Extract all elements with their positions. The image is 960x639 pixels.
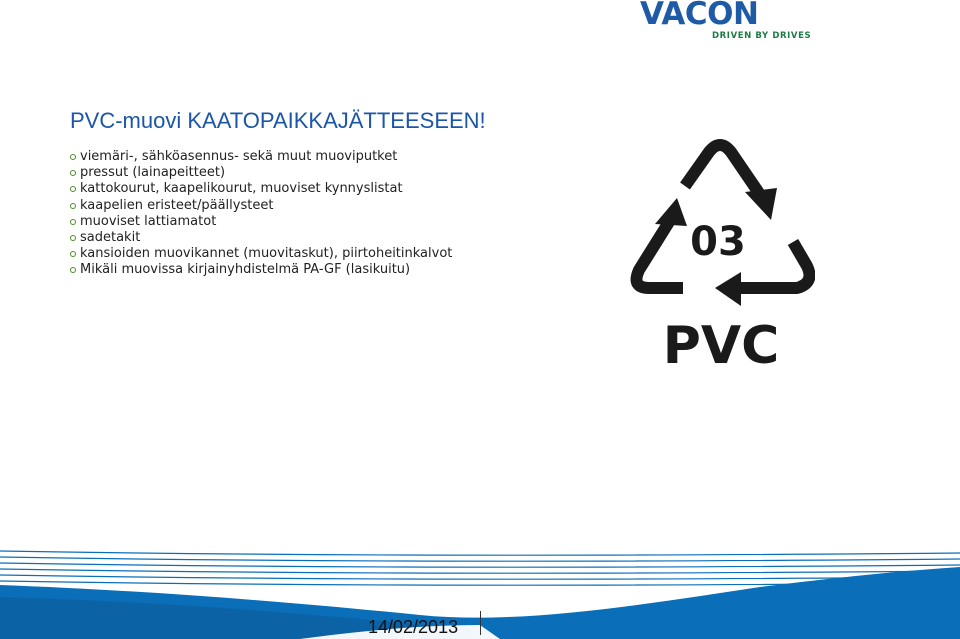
list-item — [70, 246, 452, 262]
bullet-icon — [70, 267, 76, 273]
bullet-icon — [70, 235, 76, 241]
list-item — [70, 230, 452, 246]
bullet-icon — [70, 251, 76, 257]
footer-date: 14/02/2013 — [368, 617, 459, 637]
list-item-text: sadetakit — [80, 229, 141, 245]
footer-divider — [480, 611, 481, 635]
bullet-icon — [70, 170, 76, 176]
list-item-text: kattokourut, kaapelikourut, muoviset kynnyslistat — [80, 181, 403, 197]
list-item-text: viemäri-, sähköasennus- sekä muut muoviputket — [80, 149, 398, 164]
list-item — [70, 165, 452, 181]
bullet-icon — [70, 203, 76, 209]
list-item — [70, 198, 452, 214]
footer-wave-lines — [0, 551, 960, 585]
list-item-text: pressut (lainapeitteet) — [80, 165, 226, 181]
list-item — [70, 181, 452, 197]
bullet-list — [70, 149, 452, 279]
list-item-text: kansioiden muovikannet (muovitaskut), piirtoheitinkalvot — [80, 246, 453, 262]
slide-title: PVC-muovi KAATOPAIKKAJÄTTEESEEN! — [70, 108, 486, 133]
logo-tagline: DRIVEN BY DRIVES — [712, 31, 812, 41]
list-item — [70, 149, 452, 165]
logo-wordmark: VACON — [640, 0, 759, 32]
list-item — [70, 214, 452, 230]
bullet-icon — [70, 154, 76, 160]
list-item-text: Mikäli muovissa kirjainyhdistelmä PA-GF (lasikuitu) — [80, 262, 411, 278]
bullet-icon — [70, 186, 76, 192]
pvc-recycle-symbol — [625, 138, 815, 373]
list-item — [70, 262, 452, 278]
bullet-icon — [70, 219, 76, 225]
resin-code: 03 — [690, 219, 746, 265]
material-label: PVC — [662, 316, 780, 373]
list-item-text: muoviset lattiamatot — [80, 213, 217, 229]
list-item-text: kaapelien eristeet/päällysteet — [80, 197, 274, 213]
vacon-logo — [640, 2, 810, 42]
